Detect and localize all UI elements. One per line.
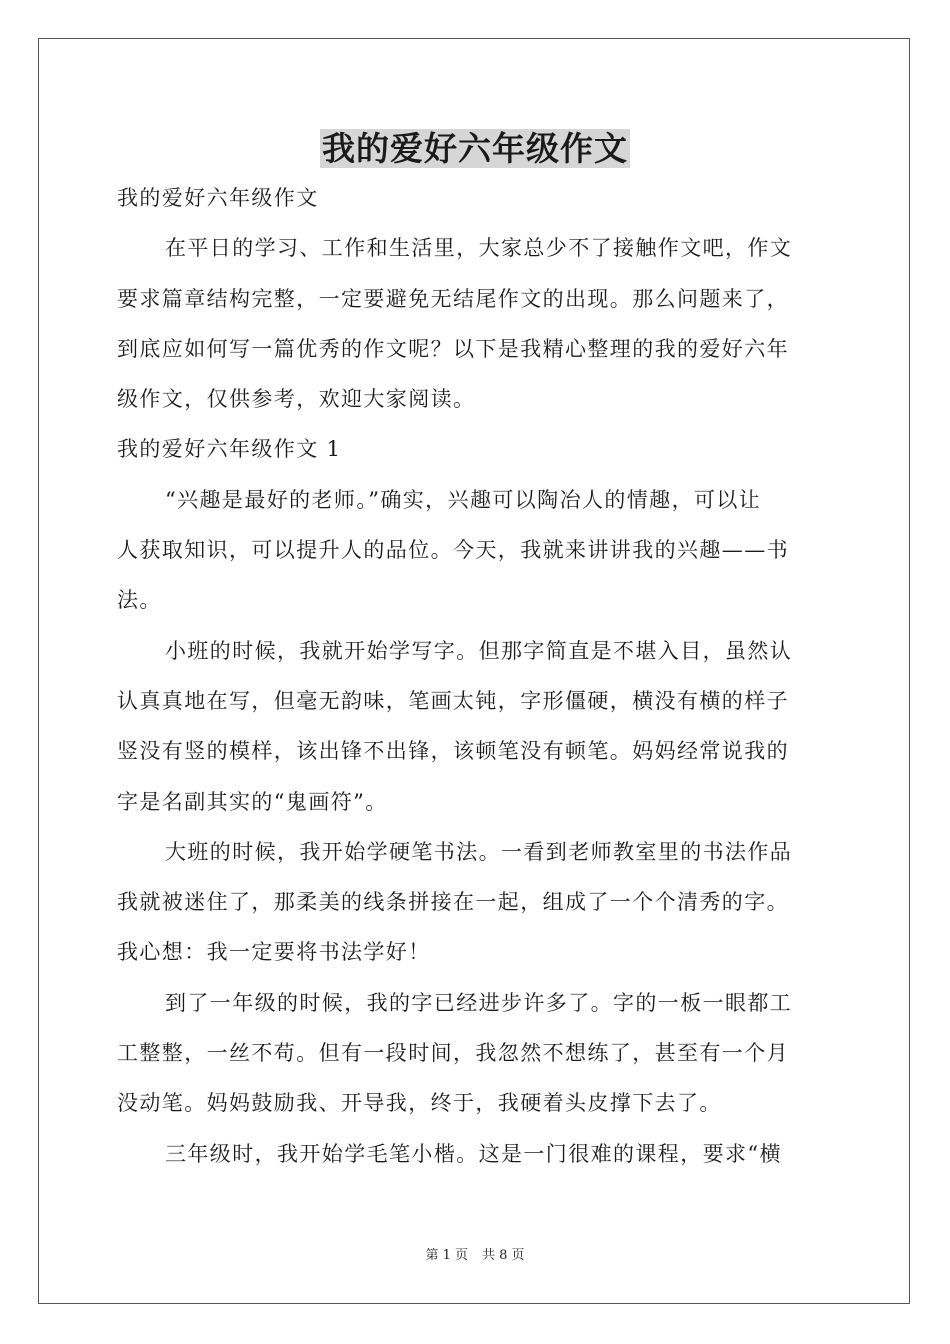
body-line: “兴趣是最好的老师。”确实，兴趣可以陶冶人的情趣，可以让 [165, 487, 762, 512]
page-total: 共 8 页 [482, 1248, 525, 1263]
body-line: 我心想：我一定要将书法学好！ [117, 940, 431, 965]
body-line: 三年级时，我开始学毛笔小楷。这是一门很难的课程，要求“横 [165, 1141, 782, 1166]
body-line: 我就被迷住了，那柔美的线条拼接在一起，组成了一个个清秀的字。 [117, 890, 789, 915]
document-title [0, 124, 950, 174]
body-line: 竖没有竖的模样，该出锋不出锋，该顿笔没有顿笔。妈妈经常说我的 [117, 739, 789, 764]
body-line: 字是名副其实的“鬼画符”。 [117, 789, 388, 814]
body-line: 人获取知识，可以提升人的品位。今天，我就来讲讲我的兴趣——书 [117, 538, 789, 563]
body-line: 法。 [117, 588, 162, 613]
body-line: 在平日的学习、工作和生活里，大家总少不了接触作文吧，作文 [165, 236, 793, 261]
body-line: 到了一年级的时候，我的字已经进步许多了。字的一板一眼都工 [165, 990, 793, 1015]
body-line: 工整整，一丝不苟。但有一段时间，我忽然不想练了，甚至有一个月 [117, 1041, 789, 1066]
body-line: 到底应如何写一篇优秀的作文呢？以下是我精心整理的我的爱好六年 [117, 336, 789, 361]
body-line: 我的爱好六年级作文 [117, 186, 319, 210]
body-line: 级作文，仅供参考，欢迎大家阅读。 [117, 387, 476, 412]
body-line: 要求篇章结构完整，一定要避免无结尾作文的出现。那么问题来了， [117, 286, 789, 311]
document-title-text: 我的爱好六年级作文 [322, 129, 628, 168]
body-line: 大班的时候，我开始学硬笔书法。一看到老师教室里的书法作品 [165, 839, 793, 864]
section-heading: 我的爱好六年级作文 1 [117, 437, 342, 462]
body-line: 认真真地在写，但毫无韵味，笔画太钝，字形僵硬，横没有横的样子 [117, 688, 789, 713]
document-body [117, 173, 837, 1179]
body-line: 小班的时候，我就开始学写字。但那字简直是不堪入目，虽然认 [165, 638, 793, 663]
page-number: 第 1 页 [425, 1248, 468, 1263]
page-footer [0, 1246, 950, 1266]
body-line: 没动笔。妈妈鼓励我、开导我，终于，我硬着头皮撑下去了。 [117, 1091, 722, 1116]
